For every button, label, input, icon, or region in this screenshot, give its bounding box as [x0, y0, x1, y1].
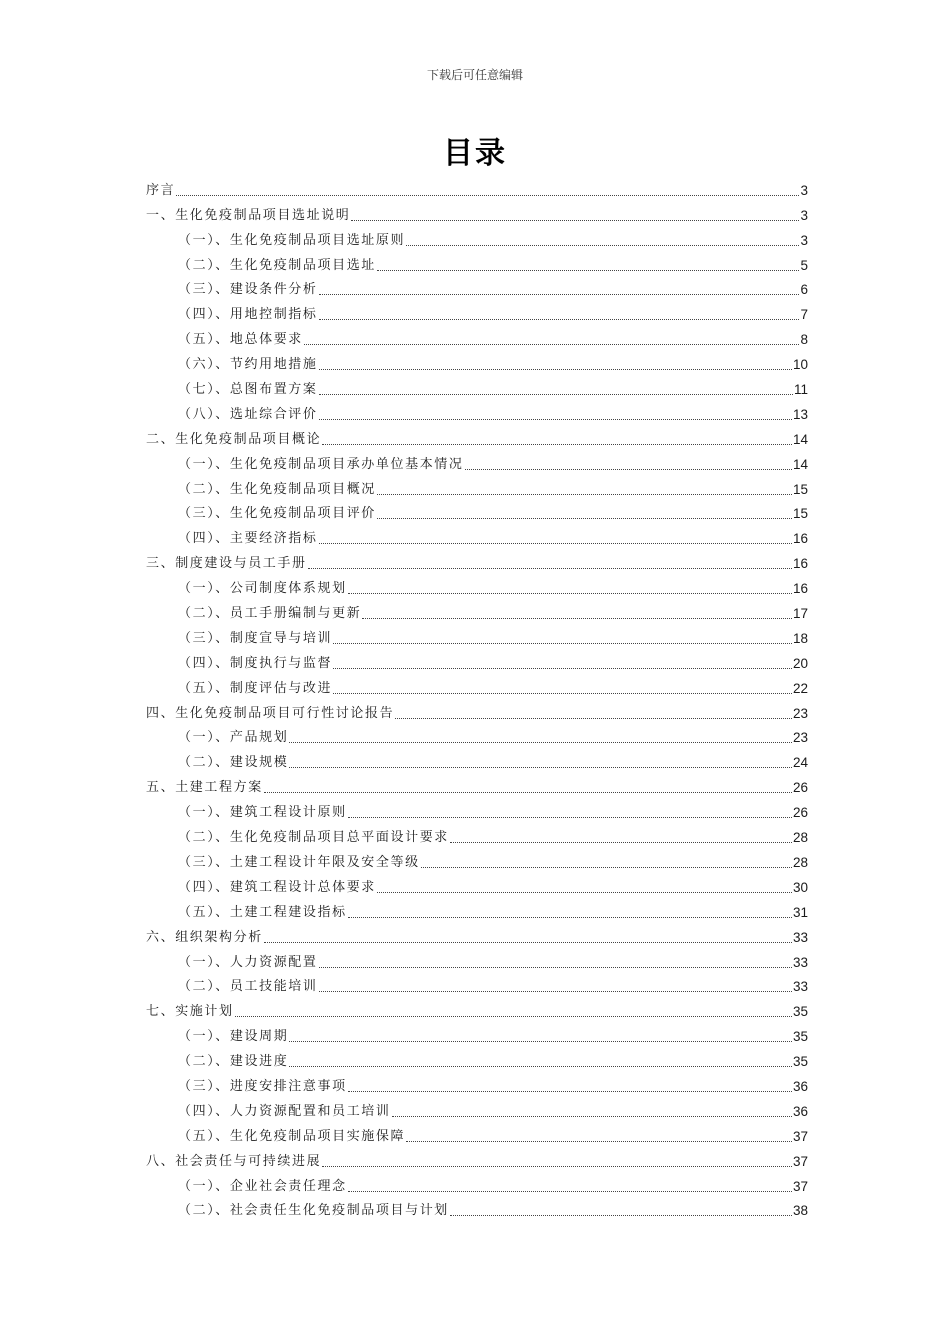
toc-subsection-entry[interactable] [146, 746, 808, 771]
toc-dot-leader [319, 991, 792, 992]
toc-page-number: 10 [792, 357, 808, 373]
toc-entry-label: （四）、建筑工程设计总体要求 [178, 879, 376, 895]
toc-dot-leader [395, 718, 792, 719]
toc-entry-label: （一）、建筑工程设计原则 [178, 805, 347, 821]
toc-entry-label: （三）、进度安排注意事项 [178, 1078, 347, 1094]
toc-page-number: 35 [792, 1029, 808, 1045]
toc-subsection-entry[interactable] [146, 896, 808, 921]
toc-entry-label: （一）、企业社会责任理念 [178, 1178, 347, 1194]
toc-entry-label: （一）、产品规划 [178, 730, 289, 746]
toc-dot-leader [351, 220, 799, 221]
toc-dot-leader [289, 767, 792, 768]
toc-section-entry[interactable] [146, 423, 808, 448]
toc-page-number: 36 [792, 1103, 808, 1119]
toc-dot-leader [319, 319, 800, 320]
toc-subsection-entry[interactable] [146, 249, 808, 274]
toc-entry-label: （二）、生化免疫制品项目概况 [178, 481, 376, 497]
toc-page-number: 22 [792, 680, 808, 696]
toc-page-number: 37 [792, 1178, 808, 1194]
toc-page-number: 3 [800, 207, 808, 223]
toc-subsection-entry[interactable] [146, 572, 808, 597]
toc-entry-label: （二）、生化免疫制品项目总平面设计要求 [178, 830, 449, 846]
toc-subsection-entry[interactable] [146, 274, 808, 299]
toc-page-number: 11 [793, 382, 808, 398]
toc-section-entry[interactable] [146, 921, 808, 946]
toc-subsection-entry[interactable] [146, 722, 808, 747]
toc-page-number: 18 [792, 630, 808, 646]
toc-page-number: 24 [792, 755, 808, 771]
toc-dot-leader [348, 1191, 792, 1192]
toc-dot-leader [377, 494, 792, 495]
toc-dot-leader [392, 1116, 792, 1117]
toc-dot-leader [421, 867, 792, 868]
toc-dot-leader [319, 394, 793, 395]
toc-subsection-entry[interactable] [146, 448, 808, 473]
toc-subsection-entry[interactable] [146, 1070, 808, 1095]
toc-subsection-entry[interactable] [146, 871, 808, 896]
toc-entry-label: （一）、公司制度体系规划 [178, 581, 347, 597]
toc-entry-label: （七）、总图布置方案 [178, 382, 318, 398]
toc-subsection-entry[interactable] [146, 971, 808, 996]
toc-entry-label: （一）、生化免疫制品项目承办单位基本情况 [178, 456, 464, 472]
toc-dot-leader [377, 270, 800, 271]
toc-subsection-entry[interactable] [146, 323, 808, 348]
toc-dot-leader [264, 792, 792, 793]
toc-entry-label: （五）、制度评估与改进 [178, 680, 333, 696]
toc-subsection-entry[interactable] [146, 946, 808, 971]
toc-page-number: 35 [792, 1004, 808, 1020]
toc-dot-leader [319, 294, 800, 295]
toc-page-number: 3 [800, 182, 808, 198]
toc-subsection-entry[interactable] [146, 224, 808, 249]
toc-subsection-entry[interactable] [146, 821, 808, 846]
toc-page-number: 13 [792, 406, 808, 422]
toc-page-number: 37 [792, 1128, 808, 1144]
toc-subsection-entry[interactable] [146, 796, 808, 821]
toc-page-number: 28 [792, 854, 808, 870]
toc-dot-leader [289, 742, 792, 743]
toc-page-number: 26 [792, 805, 808, 821]
toc-page-number: 33 [792, 929, 808, 945]
toc-dot-leader [333, 693, 792, 694]
toc-subsection-entry[interactable] [146, 298, 808, 323]
toc-entry-label: （三）、制度宣导与培训 [178, 630, 333, 646]
toc-entry-label: （五）、生化免疫制品项目实施保障 [178, 1128, 406, 1144]
toc-dot-leader [289, 1066, 792, 1067]
toc-page-number: 37 [792, 1153, 808, 1169]
toc-subsection-entry[interactable] [146, 373, 808, 398]
toc-subsection-entry[interactable] [146, 348, 808, 373]
toc-entry-label: 七、实施计划 [146, 1004, 234, 1020]
toc-entry-label: 五、土建工程方案 [146, 780, 263, 796]
toc-dot-leader [348, 1091, 792, 1092]
toc-entry-label: （五）、土建工程建设指标 [178, 904, 347, 920]
toc-dot-leader [319, 967, 792, 968]
toc-entry-label: （六）、节约用地措施 [178, 357, 318, 373]
toc-page-number: 6 [800, 282, 808, 298]
toc-entry-label: （一）、人力资源配置 [178, 954, 318, 970]
toc-page-number: 33 [792, 979, 808, 995]
toc-page-number: 36 [792, 1078, 808, 1094]
toc-page-number: 26 [792, 780, 808, 796]
toc-page-number: 17 [792, 606, 808, 622]
toc-dot-leader [465, 469, 792, 470]
toc-entry-label: （四）、主要经济指标 [178, 531, 318, 547]
toc-entry-label: （二）、员工技能培训 [178, 979, 318, 995]
toc-subsection-entry[interactable] [146, 1020, 808, 1045]
toc-entry-label: 三、制度建设与员工手册 [146, 556, 307, 572]
toc-dot-leader [348, 817, 792, 818]
toc-subsection-entry[interactable] [146, 622, 808, 647]
toc-dot-leader [304, 344, 800, 345]
table-of-contents [146, 174, 808, 1219]
toc-subsection-entry[interactable] [146, 498, 808, 523]
toc-page-number: 15 [792, 481, 808, 497]
toc-dot-leader [406, 245, 799, 246]
toc-entry-label: （二）、建设进度 [178, 1054, 289, 1070]
toc-dot-leader [322, 444, 792, 445]
toc-subsection-entry[interactable] [146, 398, 808, 423]
toc-dot-leader [319, 369, 792, 370]
toc-entry-label: （二）、生化免疫制品项目选址 [178, 257, 376, 273]
toc-page-number: 35 [792, 1054, 808, 1070]
toc-page-number: 23 [792, 730, 808, 746]
toc-entry-label: （五）、地总体要求 [178, 332, 303, 348]
toc-subsection-entry[interactable] [146, 672, 808, 697]
toc-dot-leader [176, 195, 799, 196]
toc-page-number: 16 [792, 556, 808, 572]
toc-entry-label: （三）、土建工程设计年限及安全等级 [178, 854, 420, 870]
toc-page-number: 28 [792, 830, 808, 846]
toc-dot-leader [333, 643, 792, 644]
toc-entry-label: 二、生化免疫制品项目概论 [146, 431, 322, 447]
toc-entry-label: 八、社会责任与可持续进展 [146, 1153, 322, 1169]
toc-subsection-entry[interactable] [146, 1170, 808, 1195]
toc-entry-label: 六、组织架构分析 [146, 929, 263, 945]
toc-entry-label: 一、生化免疫制品项目选址说明 [146, 207, 351, 223]
toc-entry-label: （三）、建设条件分析 [178, 282, 318, 298]
toc-page-number: 20 [792, 655, 808, 671]
toc-entry-label: （三）、生化免疫制品项目评价 [178, 506, 376, 522]
toc-dot-leader [450, 1215, 792, 1216]
toc-subsection-entry[interactable] [146, 1095, 808, 1120]
toc-dot-leader [308, 568, 792, 569]
toc-page-number: 15 [792, 506, 808, 522]
toc-dot-leader [319, 419, 792, 420]
toc-entry-label: （一）、建设周期 [178, 1029, 289, 1045]
toc-dot-leader [348, 593, 792, 594]
toc-page-number: 31 [792, 904, 808, 920]
toc-entry-label: （二）、员工手册编制与更新 [178, 606, 362, 622]
toc-dot-leader [235, 1016, 792, 1017]
toc-entry-label: （八）、选址综合评价 [178, 406, 318, 422]
toc-page-number: 14 [792, 456, 808, 472]
toc-section-entry[interactable] [146, 1145, 808, 1170]
toc-section-entry[interactable] [146, 199, 808, 224]
toc-dot-leader [289, 1041, 792, 1042]
toc-page-number: 16 [792, 531, 808, 547]
toc-dot-leader [348, 917, 792, 918]
toc-subsection-entry[interactable] [146, 1045, 808, 1070]
toc-dot-leader [450, 842, 792, 843]
toc-dot-leader [322, 1166, 792, 1167]
toc-subsection-entry[interactable] [146, 647, 808, 672]
toc-subsection-entry[interactable] [146, 846, 808, 871]
toc-subsection-entry[interactable] [146, 1195, 808, 1220]
toc-dot-leader [362, 618, 792, 619]
toc-dot-leader [406, 1141, 792, 1142]
toc-dot-leader [377, 518, 792, 519]
toc-page-number: 23 [792, 705, 808, 721]
toc-subsection-entry[interactable] [146, 1120, 808, 1145]
toc-section-entry[interactable] [146, 771, 808, 796]
toc-page-number: 33 [792, 954, 808, 970]
toc-subsection-entry[interactable] [146, 473, 808, 498]
toc-page-number: 8 [800, 332, 808, 348]
toc-entry-label: 四、生化免疫制品项目可行性讨论报告 [146, 705, 395, 721]
toc-subsection-entry[interactable] [146, 522, 808, 547]
toc-section-entry[interactable] [146, 174, 808, 199]
toc-subsection-entry[interactable] [146, 597, 808, 622]
toc-page-number: 38 [792, 1203, 808, 1219]
toc-entry-label: （四）、用地控制指标 [178, 307, 318, 323]
toc-section-entry[interactable] [146, 697, 808, 722]
toc-entry-label: （四）、制度执行与监督 [178, 655, 333, 671]
toc-page-number: 14 [792, 431, 808, 447]
toc-entry-label: （一）、生化免疫制品项目选址原则 [178, 232, 406, 248]
toc-dot-leader [319, 543, 792, 544]
toc-page-number: 16 [792, 581, 808, 597]
toc-entry-label: （四）、人力资源配置和员工培训 [178, 1103, 391, 1119]
toc-entry-label: 序言 [146, 182, 176, 198]
toc-section-entry[interactable] [146, 547, 808, 572]
toc-entry-label: （二）、建设规模 [178, 755, 289, 771]
toc-page-number: 30 [792, 879, 808, 895]
toc-dot-leader [377, 892, 792, 893]
header-note: 下载后可任意编辑 [426, 68, 523, 82]
toc-page-number: 3 [800, 232, 808, 248]
toc-entry-label: （二）、社会责任生化免疫制品项目与计划 [178, 1203, 449, 1219]
toc-dot-leader [333, 668, 792, 669]
toc-section-entry[interactable] [146, 995, 808, 1020]
toc-dot-leader [264, 942, 792, 943]
toc-page-number: 7 [800, 307, 808, 323]
toc-title: 目录 [443, 136, 507, 171]
toc-page-number: 5 [800, 257, 808, 273]
